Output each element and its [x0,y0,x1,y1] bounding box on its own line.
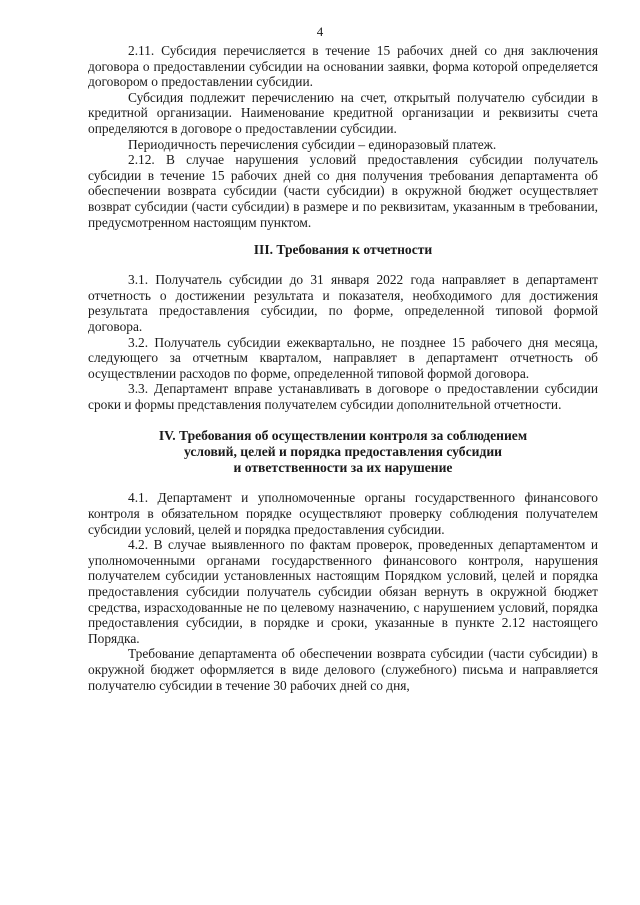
spacer [88,476,598,490]
spacer [88,258,598,272]
paragraph-3-2: 3.2. Получатель субсидии ежеквартально, не позднее 15 рабочего дня месяца, следующего за отчетным кварталом, направляет в департамент отчетность об осуществлении расходов по форме, определенной типовой формой договора. [88,334,598,381]
document-body [88,43,598,693]
paragraph-3-1: 3.1. Получатель субсидии до 31 января 2022 года направляет в департамент отчетность о достижении результата и показателя, необходимого для достижения результата предоставления субсидии, по форме, определенной типовой формой договора. [88,272,598,334]
section-heading-4 [88,428,598,476]
section-heading-4-line-3: и ответственности за их нарушение [233,460,453,476]
paragraph-requirement: Требование департамента об обеспечении возврата субсидии (части субсидии) в окружной бюджет оформляется в виде делового (служебного) письма и направляется получателю субсидии в течение 30 рабочих дней со дня, [88,646,598,693]
paragraph-3-3: 3.3. Департамент вправе устанавливать в договоре о предоставлении субсидии сроки и формы представления получателем субсидии дополнительной отчетности. [88,381,598,412]
section-heading-4-line-2: условий, целей и порядка предоставления субсидии [183,444,503,460]
section-heading-3: III. Требования к отчетности [253,242,433,258]
page-number: 4 [316,24,324,39]
spacer [88,230,598,242]
spacer [88,412,598,428]
paragraph-2-12: 2.12. В случае нарушения условий предоставления субсидии получатель субсидии в течение 15 рабочих дней со дня получения требования департамента об обеспечении возврата субсидии (части субсидии) в окружной бюджет осуществляет возврат субсидии (части субсидии) в размере и по реквизитам, указанным в требовании, предусмотренном настоящим пунктом. [88,152,598,230]
paragraph-periodicity: Периодичность перечисления субсидии – единоразовый платеж. [128,136,497,152]
section-heading-4-line-1: IV. Требования об осуществлении контроля за соблюдением [158,428,528,444]
paragraph-4-1: 4.1. Департамент и уполномоченные органы государственного финансового контроля в обязательном порядке осуществляют проверку соблюдения получателем субсидии условий, целей и порядка предоставления субсидии. [88,490,598,537]
paragraph-4-2: 4.2. В случае выявленного по фактам проверок, проведенных департаментом и уполномоченными органами государственного финансового контроля, нарушения получателем субсидии установленных настоящим Порядком условий, целей и порядка предоставления субсидии получатель субсидии обязан вернуть в окружной бюджет средства, израсходованные не по целевому назначению, с нарушением условий, порядка предоставления субсидии, в порядке и сроки, указанные в пункте 2.12 настоящего Порядка. [88,537,598,646]
paragraph-2-11: 2.11. Субсидия перечисляется в течение 15 рабочих дней со дня заключения договора о предоставлении субсидии на основании заявки, форма которой определяется договором о предоставлении субсидии. [88,43,598,90]
paragraph-transfer-account: Субсидия подлежит перечислению на счет, открытый получателю субсидии в кредитной организации. Наименование кредитной организации и реквизиты счета определяются в договоре о предоставлении субсидии. [88,89,598,136]
